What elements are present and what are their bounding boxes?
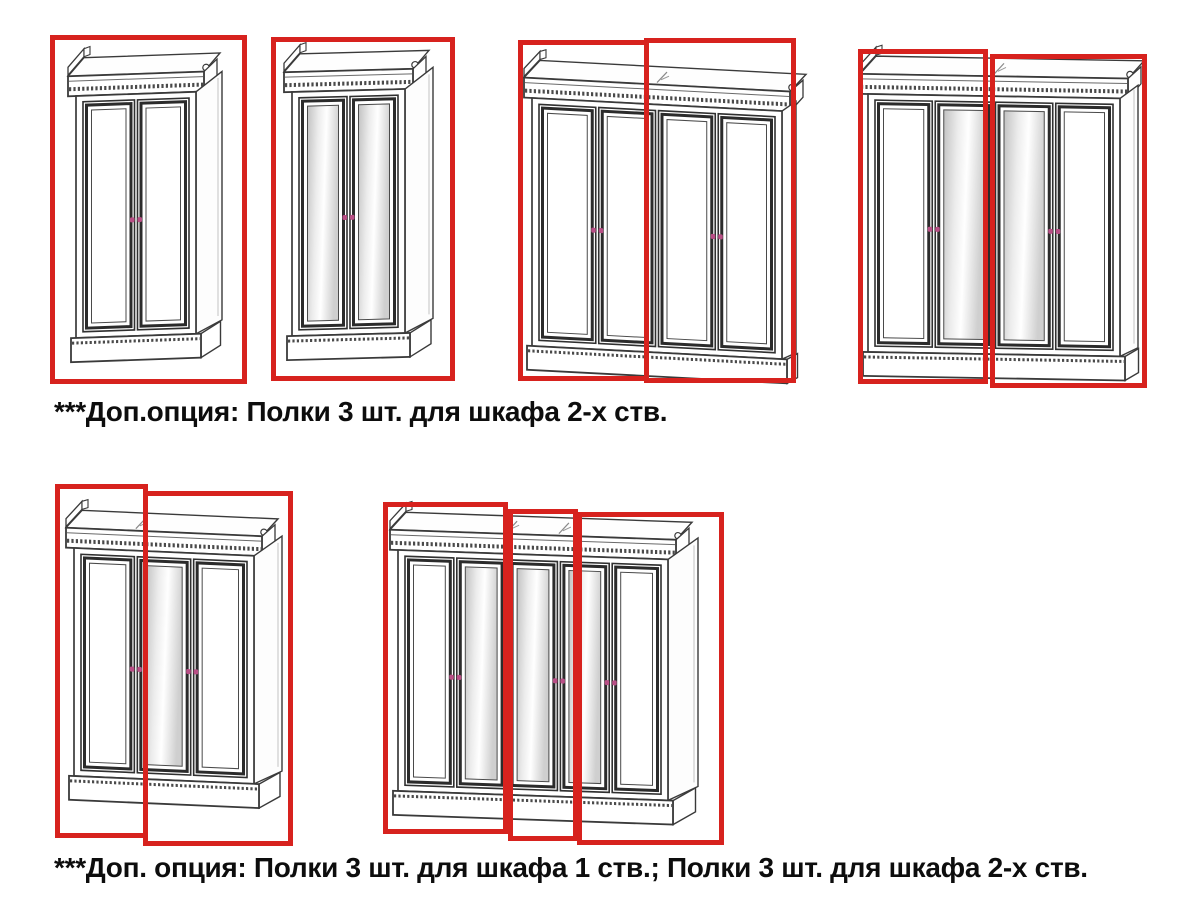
highlight-box-wardrobe-4-door-mirror: [990, 54, 1147, 388]
caption-shelves-option-row1: ***Доп.опция: Полки 3 шт. для шкафа 2-х ств.: [54, 396, 668, 427]
highlight-box-wardrobe-5-door: [383, 502, 508, 834]
highlight-box-wardrobe-2-door-mirror: [271, 37, 455, 381]
highlight-box-wardrobe-4-door: [518, 40, 649, 381]
highlight-box-wardrobe-2-door: [50, 35, 247, 384]
highlight-box-wardrobe-4-door: [644, 38, 796, 383]
caption-shelves-option-row2: ***Доп. опция: Полки 3 шт. для шкафа 1 ств.; Полки 3 шт. для шкафа 2-х ств.: [54, 852, 1088, 883]
highlight-box-wardrobe-5-door: [508, 509, 578, 841]
highlight-box-wardrobe-3-door: [55, 484, 148, 838]
highlight-box-wardrobe-3-door: [143, 491, 293, 846]
highlight-box-wardrobe-5-door: [577, 512, 724, 845]
highlight-box-wardrobe-4-door-mirror: [858, 49, 988, 384]
